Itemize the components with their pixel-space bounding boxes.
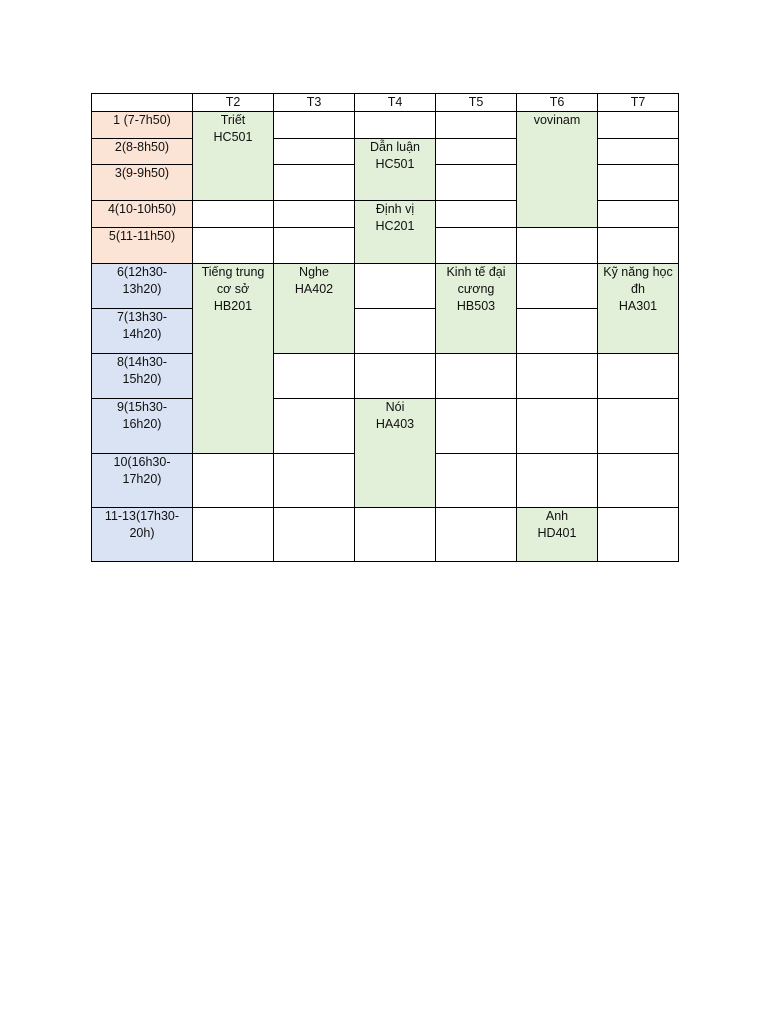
day-header-t2: T2: [193, 94, 274, 112]
empty-cell: [517, 354, 598, 399]
class-t7-ky-nang: Kỹ năng học đh HA301: [598, 264, 679, 354]
timetable: [91, 93, 679, 562]
empty-cell: [355, 112, 436, 139]
empty-cell: [436, 354, 517, 399]
table-row: [92, 264, 679, 309]
class-t2-tieng-trung: Tiếng trung cơ sở HB201: [193, 264, 274, 454]
empty-cell: [274, 228, 355, 264]
empty-cell: [517, 264, 598, 309]
empty-cell: [598, 508, 679, 562]
empty-cell: [436, 508, 517, 562]
period-label-7: 7(13h30- 14h20): [92, 309, 193, 354]
empty-cell: [517, 399, 598, 454]
empty-cell: [598, 399, 679, 454]
empty-cell: [598, 454, 679, 508]
period-label-2: 2(8-8h50): [92, 139, 193, 165]
day-header-t6: T6: [517, 94, 598, 112]
period-label-5: 5(11-11h50): [92, 228, 193, 264]
empty-cell: [436, 112, 517, 139]
day-header-t5: T5: [436, 94, 517, 112]
empty-cell: [274, 112, 355, 139]
period-label-3: 3(9-9h50): [92, 165, 193, 201]
class-t4-dan-luan: Dẫn luận HC501: [355, 139, 436, 201]
class-t5-kinh-te: Kinh tế đại cương HB503: [436, 264, 517, 354]
empty-cell: [436, 139, 517, 165]
empty-cell: [598, 354, 679, 399]
empty-cell: [274, 165, 355, 201]
table-row: [92, 354, 679, 399]
empty-cell: [355, 264, 436, 309]
header-row: [92, 94, 679, 112]
table-row: [92, 112, 679, 139]
empty-cell: [355, 508, 436, 562]
period-label-6: 6(12h30- 13h20): [92, 264, 193, 309]
period-label-10: 10(16h30- 17h20): [92, 454, 193, 508]
period-label-1: 1 (7-7h50): [92, 112, 193, 139]
class-t6-vovinam: vovinam: [517, 112, 598, 228]
class-t2-triet: Triết HC501: [193, 112, 274, 201]
empty-cell: [598, 228, 679, 264]
empty-cell: [274, 354, 355, 399]
empty-cell: [355, 354, 436, 399]
class-t6-anh: Anh HD401: [517, 508, 598, 562]
class-t4-dinh-vi: Định vị HC201: [355, 201, 436, 264]
empty-cell: [355, 309, 436, 354]
table-row: [92, 309, 679, 354]
empty-cell: [517, 228, 598, 264]
empty-cell: [274, 201, 355, 228]
empty-cell: [598, 201, 679, 228]
class-t3-nghe: Nghe HA402: [274, 264, 355, 354]
day-header-t4: T4: [355, 94, 436, 112]
empty-cell: [193, 228, 274, 264]
period-label-11: 11-13(17h30- 20h): [92, 508, 193, 562]
day-header-t7: T7: [598, 94, 679, 112]
empty-cell: [193, 454, 274, 508]
empty-cell: [436, 454, 517, 508]
table-row: [92, 508, 679, 562]
empty-cell: [517, 309, 598, 354]
empty-cell: [193, 508, 274, 562]
period-label-4: 4(10-10h50): [92, 201, 193, 228]
empty-cell: [193, 201, 274, 228]
empty-cell: [274, 399, 355, 454]
empty-cell: [274, 454, 355, 508]
empty-cell: [598, 165, 679, 201]
empty-cell: [274, 139, 355, 165]
corner-cell: [92, 94, 193, 112]
day-header-t3: T3: [274, 94, 355, 112]
empty-cell: [598, 112, 679, 139]
table-row: [92, 399, 679, 454]
empty-cell: [436, 399, 517, 454]
class-t4-noi: Nói HA403: [355, 399, 436, 508]
empty-cell: [274, 508, 355, 562]
empty-cell: [436, 165, 517, 201]
empty-cell: [436, 201, 517, 228]
period-label-8: 8(14h30- 15h20): [92, 354, 193, 399]
period-label-9: 9(15h30- 16h20): [92, 399, 193, 454]
empty-cell: [436, 228, 517, 264]
empty-cell: [517, 454, 598, 508]
empty-cell: [598, 139, 679, 165]
